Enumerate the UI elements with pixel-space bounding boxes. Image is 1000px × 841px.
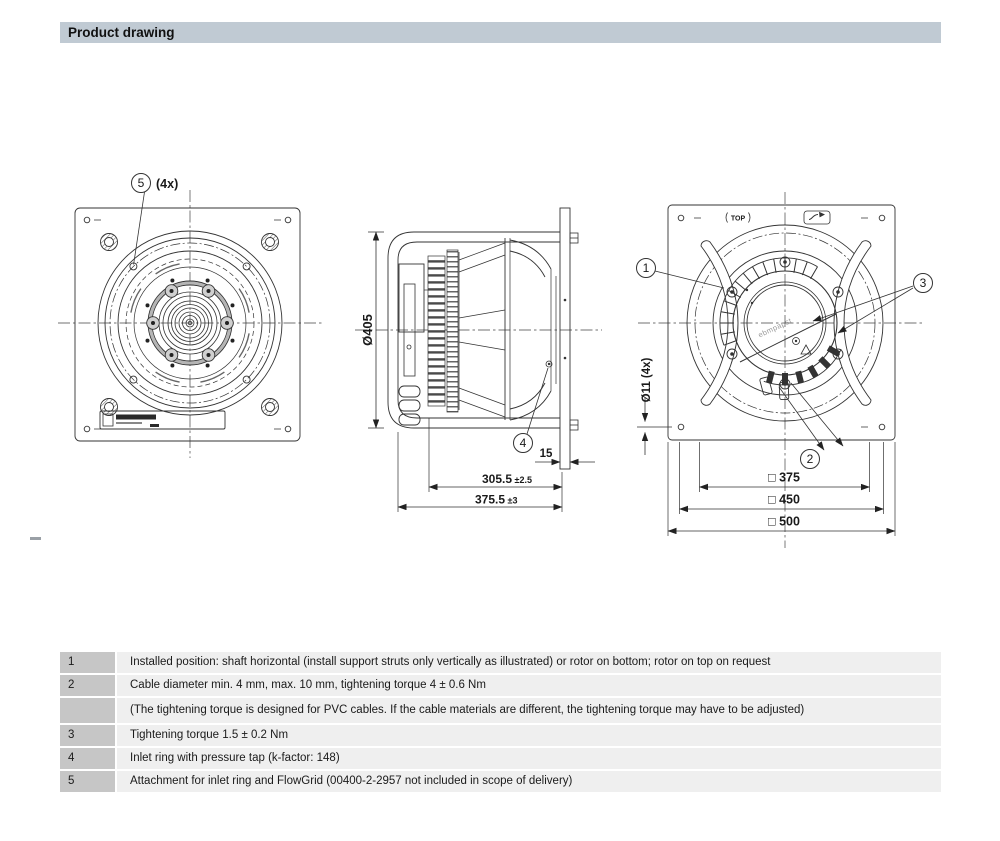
side-motor-fins-2 <box>447 250 458 412</box>
note-number: 5 <box>60 771 115 792</box>
brand-label: ebmpapst <box>756 316 794 340</box>
table-row <box>60 675 941 696</box>
dim-375-tol: ±3 <box>507 495 518 506</box>
side-terminal-box <box>399 264 428 425</box>
front-view <box>58 174 322 459</box>
balloon-4-label: 4 <box>519 436 527 450</box>
side-view <box>355 208 602 512</box>
balloon-3-label: 3 <box>919 276 927 290</box>
note-text: Cable diameter min. 4 mm, max. 10 mm, tightening torque 4 ± 0.6 Nm <box>117 675 941 696</box>
note-text: Attachment for inlet ring and FlowGrid (00400-2-2957 not included in scope of delivery) <box>117 771 941 792</box>
dim-dia-405-label: Ø405 <box>360 314 375 346</box>
page-margin-mark <box>30 537 41 540</box>
note-number: 2 <box>60 675 115 696</box>
balloon-5-label: 5 <box>137 176 145 190</box>
balloon-5-qty: (4x) <box>156 177 179 191</box>
dim-dia-11-label: Ø11 (4x) <box>641 357 653 403</box>
note-text: Inlet ring with pressure tap (k-factor: 148) <box>117 748 941 769</box>
table-row <box>60 771 941 792</box>
balloon-2-label: 2 <box>806 452 814 466</box>
side-mounting-plate <box>560 208 578 469</box>
note-text: Installed position: shaft horizontal (install support struts only vertically as illustrated) or rotor on bottom; rotor on top on request <box>117 652 941 673</box>
table-row <box>60 698 941 723</box>
table-row <box>60 748 941 769</box>
balloon-1 <box>637 259 725 289</box>
note-number: 4 <box>60 748 115 769</box>
note-number <box>60 698 115 723</box>
dim-305-tol: ±2.5 <box>514 475 532 485</box>
balloon-1-label: 1 <box>642 261 650 275</box>
table-row <box>60 725 941 746</box>
terminal-blocks <box>769 348 839 385</box>
dim-375-label: 375.5 <box>474 492 505 507</box>
note-text: Tightening torque 1.5 ± 0.2 Nm <box>117 725 941 746</box>
note-text: (The tightening torque is designed for PVC cables. If the cable materials are different, the tightening torque may have to be adjusted) <box>117 698 941 723</box>
top-marking-label: TOP <box>730 215 746 223</box>
warning-triangle-icon <box>801 345 811 354</box>
dim-dia-11 <box>637 398 672 455</box>
dim-sq-375-label: □ 375 <box>768 470 800 485</box>
notes-table <box>60 652 941 794</box>
dim-305-label: 305.5 <box>481 472 512 486</box>
page-title: Product drawing <box>68 25 175 40</box>
table-row <box>60 652 941 673</box>
dim-sq-500-label: □ 500 <box>768 514 800 529</box>
airflow-direction-icon <box>804 211 830 224</box>
note-number: 3 <box>60 725 115 746</box>
side-motor-fins <box>428 256 445 406</box>
note-number: 1 <box>60 652 115 673</box>
front-corner-holes <box>84 217 291 432</box>
dim-15-label: 15 <box>539 448 553 460</box>
side-impeller <box>459 238 556 420</box>
dim-sq-450-label: □ 450 <box>768 492 800 507</box>
